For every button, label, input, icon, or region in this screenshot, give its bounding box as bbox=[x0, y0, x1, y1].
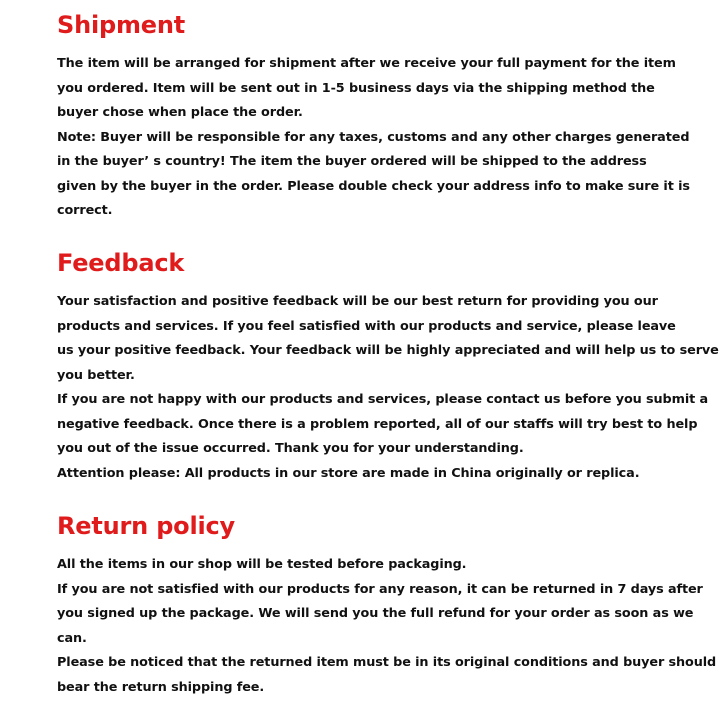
return-policy-line: bear the return shipping fee. bbox=[57, 679, 265, 695]
feedback-line: negative feedback. Once there is a problem reported, all of our staffs will try best to help bbox=[57, 416, 698, 432]
shipment-note-line: Note: Buyer will be responsible for any taxes, customs and any other charges generated bbox=[57, 129, 690, 145]
shipment-body bbox=[57, 52, 715, 224]
shipment-line: you ordered. Item will be sent out in 1-5 business days via the shipping method the bbox=[57, 80, 655, 96]
feedback-line: us your positive feedback. Your feedback will be highly appreciated and will help us to serve bbox=[57, 343, 719, 358]
return-policy-line: If you are not satisfied with our products for any reason, it can be returned in 7 days after bbox=[57, 581, 703, 597]
feedback-section bbox=[57, 248, 719, 486]
feedback-body bbox=[57, 290, 719, 486]
return-policy-body bbox=[57, 553, 715, 700]
return-policy-line: Please be noticed that the returned item must be in its original conditions and buyer should bbox=[57, 655, 717, 670]
shipment-note-line: in the buyer’ s country! The item the buyer ordered will be shipped to the address bbox=[57, 154, 647, 169]
return-policy-section bbox=[57, 511, 715, 700]
feedback-line: products and services. If you feel satisfied with our products and service, please leave bbox=[57, 318, 676, 334]
return-policy-line: All the items in our shop will be tested before packaging. bbox=[57, 557, 467, 572]
feedback-line: you out of the issue occurred. Thank you for your understanding. bbox=[57, 441, 524, 456]
return-policy-line: can. bbox=[57, 630, 87, 646]
shipment-line: The item will be arranged for shipment after we receive your full payment for the item bbox=[57, 56, 676, 71]
shipment-note-line: given by the buyer in the order. Please double check your address info to make sure it is bbox=[57, 178, 690, 194]
return-policy-heading: Return policy bbox=[57, 512, 235, 540]
feedback-heading: Feedback bbox=[57, 249, 185, 277]
shipment-heading: Shipment bbox=[57, 11, 186, 39]
return-policy-line: you signed up the package. We will send you the full refund for your order as soon as we bbox=[57, 606, 694, 621]
shipment-note-line: correct. bbox=[57, 203, 113, 218]
feedback-attention-line: Attention please: All products in our store are made in China originally or replica. bbox=[57, 465, 640, 481]
feedback-line: you better. bbox=[57, 367, 135, 383]
feedback-line: Your satisfaction and positive feedback will be our best return for providing you our bbox=[57, 294, 658, 309]
shipment-section bbox=[57, 10, 715, 224]
feedback-line: If you are not happy with our products and services, please contact us before you submit a bbox=[57, 392, 709, 407]
shipment-line: buyer chose when place the order. bbox=[57, 105, 303, 120]
